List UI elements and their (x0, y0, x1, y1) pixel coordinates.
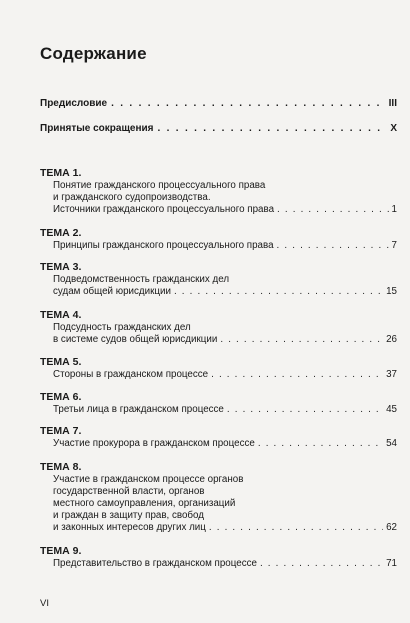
topic-page: 37 (386, 369, 397, 380)
dot-leader (260, 558, 383, 570)
topic-title-line: Третьи лица в гражданском процессе (53, 404, 224, 415)
toc-entry-page: X (390, 123, 397, 134)
topic-heading: ТЕМА 3. (40, 261, 82, 273)
dot-leader (111, 98, 385, 109)
topic-page: 62 (386, 522, 397, 533)
toc-entry-preface[interactable] (40, 98, 397, 109)
topic-title-line: Понятие гражданского процессуального права (53, 180, 266, 191)
topic-title-line: Источники гражданского процессуального права (53, 204, 275, 215)
dot-leader (211, 369, 383, 381)
topic-heading: ТЕМА 5. (40, 356, 82, 368)
toc-topic-4[interactable] (40, 309, 397, 346)
toc-topic-7[interactable] (40, 425, 397, 450)
topic-heading: ТЕМА 9. (40, 545, 82, 557)
topic-title-line: Участие в гражданском процессе органов (53, 474, 244, 485)
topic-page: 15 (386, 286, 397, 297)
page-title: Содержание (40, 44, 147, 63)
page-number: VI (40, 598, 49, 609)
dot-leader (209, 522, 383, 534)
toc-topic-8[interactable] (40, 461, 397, 534)
topic-heading: ТЕМА 6. (40, 391, 82, 403)
toc-entry-label: Принятые сокращения (40, 123, 154, 134)
toc-topic-9[interactable] (40, 545, 397, 570)
topic-page: 45 (386, 404, 397, 415)
topic-page: 54 (386, 438, 397, 449)
toc-topic-2[interactable] (40, 227, 397, 252)
topic-title-line: и гражданского судопроизводства. (53, 192, 211, 203)
topic-page: 1 (391, 204, 397, 215)
topic-heading: ТЕМА 1. (40, 167, 82, 179)
topic-title-line: Стороны в гражданском процессе (53, 369, 209, 380)
topic-heading: ТЕМА 2. (40, 227, 82, 239)
topic-title-line: государственной власти, органов (53, 486, 205, 497)
topic-title-line: Участие прокурора в гражданском процессе (53, 438, 255, 449)
topic-page: 71 (386, 558, 397, 569)
dot-leader (174, 286, 383, 298)
topic-title-line: и граждан в защиту прав, свобод (53, 510, 204, 521)
topic-title-line: Представительство в гражданском процессе (53, 558, 257, 569)
topic-heading: ТЕМА 8. (40, 461, 82, 473)
dot-leader (258, 438, 383, 450)
topic-title-line: Подсудность гражданских дел (53, 322, 191, 333)
topic-title-line: Подведомственность гражданских дел (53, 274, 230, 285)
topic-title-line: судам общей юрисдикции (53, 286, 171, 297)
topic-page: 7 (391, 240, 397, 251)
dot-leader (277, 204, 389, 216)
dot-leader (220, 334, 383, 346)
toc-topic-1[interactable] (40, 167, 397, 216)
toc-entry-label: Предисловие (40, 98, 108, 109)
dot-leader (277, 240, 389, 252)
dot-leader (227, 404, 383, 416)
toc-topic-5[interactable] (40, 356, 397, 381)
toc-entry-abbreviations[interactable] (40, 123, 397, 134)
toc-entry-page: III (388, 98, 397, 109)
topic-title-line: в системе судов общей юрисдикции (53, 334, 218, 345)
topic-heading: ТЕМА 4. (40, 309, 82, 321)
topic-title-line: и законных интересов других лиц (53, 522, 206, 533)
topic-page: 26 (386, 334, 397, 345)
toc-topic-3[interactable] (40, 261, 397, 298)
topic-heading: ТЕМА 7. (40, 425, 82, 437)
topic-title-line: Принципы гражданского процессуального права (53, 240, 274, 251)
dot-leader (157, 123, 386, 134)
toc-topic-6[interactable] (40, 391, 397, 416)
topic-title-line: местного самоуправления, организаций (53, 498, 236, 509)
